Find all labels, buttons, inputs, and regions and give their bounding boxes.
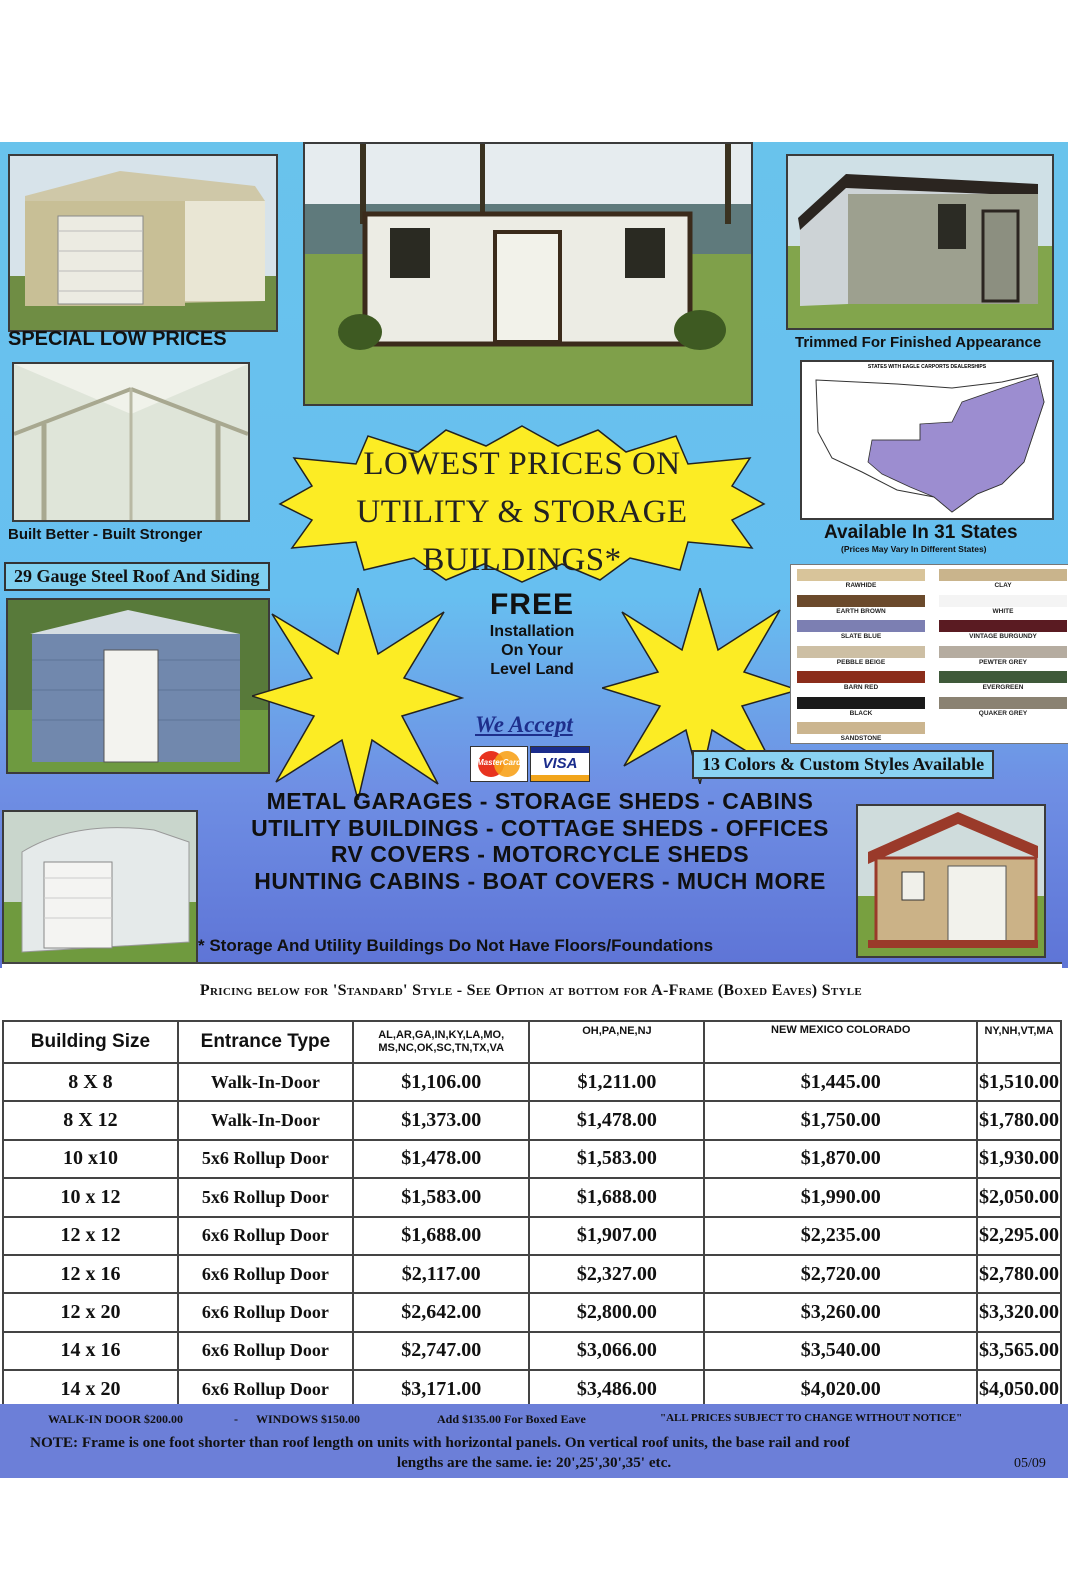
cell-price-oh: $1,907.00 <box>529 1217 704 1255</box>
cell-entrance: 6x6 Rollup Door <box>178 1217 353 1255</box>
cell-price-nm: $1,750.00 <box>704 1101 977 1139</box>
cell-price-ny: $1,510.00 <box>977 1063 1061 1101</box>
free-install <box>462 588 602 679</box>
cell-price-oh: $2,800.00 <box>529 1293 704 1331</box>
color-swatch-label: SLATE BLUE <box>840 633 882 640</box>
cell-price-nm: $1,990.00 <box>704 1178 977 1216</box>
photo-trimmed-shed <box>786 154 1054 330</box>
cell-price-oh: $2,327.00 <box>529 1255 704 1293</box>
cell-price-nm: $4,020.00 <box>704 1370 977 1408</box>
cell-entrance: 6x6 Rollup Door <box>178 1255 353 1293</box>
color-swatch-panel <box>790 564 1068 744</box>
cell-entrance: Walk-In-Door <box>178 1063 353 1101</box>
color-swatch-label: RAWHIDE <box>845 582 877 589</box>
cell-price-south: $1,688.00 <box>353 1217 529 1255</box>
color-swatch-chip <box>939 620 1067 632</box>
cell-price-nm: $2,235.00 <box>704 1217 977 1255</box>
color-swatch-label: WHITE <box>992 607 1014 615</box>
caption-prices-vary: (Prices May Vary In Different States) <box>841 544 987 554</box>
cell-entrance: 5x6 Rollup Door <box>178 1140 353 1178</box>
table-row <box>3 1063 1061 1101</box>
color-swatch-label: CLAY <box>994 582 1012 589</box>
color-swatch <box>939 569 1067 590</box>
color-swatch-chip <box>939 569 1067 581</box>
cell-entrance: 6x6 Rollup Door <box>178 1370 353 1408</box>
cell-price-ny: $1,780.00 <box>977 1101 1061 1139</box>
free-line-2: On Your <box>501 642 563 659</box>
color-swatch-chip <box>797 620 925 632</box>
trimmed-shed-illustration <box>788 156 1052 328</box>
color-swatch-label: EVERGREEN <box>982 684 1024 691</box>
cell-price-ny: $4,050.00 <box>977 1370 1061 1408</box>
header-region-south: AL,AR,GA,IN,KY,LA,MO, MS,NC,OK,SC,TN,TX,VA <box>353 1021 529 1063</box>
table-row <box>3 1217 1061 1255</box>
color-swatch-label: PEWTER GREY <box>978 658 1028 666</box>
footer-note-2: lengths are the same. ie: 20',25',30',35' etc. <box>396 1454 672 1471</box>
color-swatch <box>939 697 1067 718</box>
caption-colors-available: 13 Colors & Custom Styles Available <box>692 750 994 779</box>
categories-line-2: UTILITY BUILDINGS - COTTAGE SHEDS - OFFICES <box>251 814 829 841</box>
color-swatch <box>797 595 925 616</box>
photo-garage-rollup <box>8 154 278 332</box>
we-accept-label: We Accept <box>475 712 573 737</box>
price-table-body <box>3 1063 1061 1409</box>
color-swatch-label: SANDSTONE <box>840 735 882 742</box>
table-row <box>3 1255 1061 1293</box>
color-swatch <box>939 595 1067 616</box>
categories-list <box>160 788 920 894</box>
color-swatch-label: VINTAGE BURGUNDY <box>969 633 1037 640</box>
visa-logo <box>530 746 590 782</box>
table-header-row <box>3 1021 1061 1063</box>
cell-price-south: $2,747.00 <box>353 1332 529 1370</box>
headline-text <box>300 440 744 584</box>
color-swatch <box>797 722 925 743</box>
cell-price-south: $1,106.00 <box>353 1063 529 1101</box>
photo-us-map <box>800 360 1054 520</box>
cell-price-south: $3,171.00 <box>353 1370 529 1408</box>
header-entrance-type: Entrance Type <box>178 1021 353 1063</box>
free-label: FREE <box>489 588 574 621</box>
caption-floors: * Storage And Utility Buildings Do Not Have Floors/Foundations <box>198 936 714 955</box>
caption-gauge: 29 Gauge Steel Roof And Siding <box>4 562 270 591</box>
cell-entrance: 6x6 Rollup Door <box>178 1332 353 1370</box>
free-line-3: Level Land <box>490 661 574 678</box>
cell-price-oh: $1,688.00 <box>529 1178 704 1216</box>
table-row <box>3 1370 1061 1408</box>
cell-price-ny: $2,295.00 <box>977 1217 1061 1255</box>
footer-windows: WINDOWS $150.00 <box>256 1412 361 1426</box>
cabin-illustration <box>858 806 1044 956</box>
photo-interior-frame <box>12 362 250 522</box>
cell-size: 12 x 12 <box>3 1217 178 1255</box>
color-swatch-label: PEBBLE BEIGE <box>836 658 886 666</box>
color-swatch <box>797 646 925 667</box>
footer-subject: "ALL PRICES SUBJECT TO CHANGE WITHOUT NOTICE" <box>660 1412 963 1424</box>
color-swatch <box>797 671 925 692</box>
color-swatch <box>939 620 1067 641</box>
us-map-illustration <box>802 362 1052 518</box>
interior-frame-illustration <box>14 364 248 520</box>
cell-price-nm: $3,260.00 <box>704 1293 977 1331</box>
cell-price-nm: $1,445.00 <box>704 1063 977 1101</box>
color-swatch-chip <box>797 697 925 709</box>
headline-line-1: LOWEST PRICES ON <box>363 446 681 482</box>
cell-price-south: $1,478.00 <box>353 1140 529 1178</box>
cell-price-south: $2,117.00 <box>353 1255 529 1293</box>
cell-price-oh: $3,486.00 <box>529 1370 704 1408</box>
caption-trimmed: Trimmed For Finished Appearance <box>795 334 1042 351</box>
color-swatch-chip <box>939 697 1067 709</box>
cell-price-south: $1,373.00 <box>353 1101 529 1139</box>
color-swatch-label: BARN RED <box>843 684 879 691</box>
footer-notes <box>0 1404 1068 1478</box>
photo-cabin <box>856 804 1046 958</box>
color-swatch-label: EARTH BROWN <box>836 607 886 615</box>
headline-line-2: UTILITY & STORAGE <box>356 494 688 530</box>
blue-shed-illustration <box>8 600 268 772</box>
pricing-notice: Pricing below for 'Standard' Style - See Option at bottom for A-Frame (Boxed Eaves) Style <box>199 982 863 999</box>
color-swatch-chip <box>939 595 1067 607</box>
cell-price-oh: $3,066.00 <box>529 1332 704 1370</box>
color-swatch <box>939 671 1067 692</box>
cell-price-oh: $1,211.00 <box>529 1063 704 1101</box>
caption-special-low-prices: SPECIAL LOW PRICES <box>8 328 227 350</box>
white-garage-illustration <box>4 812 196 962</box>
cell-price-nm: $1,870.00 <box>704 1140 977 1178</box>
cell-size: 10 x10 <box>3 1140 178 1178</box>
mastercard-text: MasterCard <box>476 758 521 767</box>
cell-price-nm: $3,540.00 <box>704 1332 977 1370</box>
left-starburst <box>252 588 464 800</box>
table-row <box>3 1332 1061 1370</box>
categories-line-3: RV COVERS - MOTORCYCLE SHEDS <box>330 841 750 867</box>
color-swatch-chip <box>939 671 1067 683</box>
table-row <box>3 1101 1061 1139</box>
cell-size: 8 X 8 <box>3 1063 178 1101</box>
visa-band-top <box>531 747 589 753</box>
cell-price-south: $2,642.00 <box>353 1293 529 1331</box>
photo-white-garage <box>2 810 198 964</box>
color-swatch-label: BLACK <box>849 709 873 717</box>
caption-built-better: Built Better - Built Stronger <box>8 526 203 543</box>
color-swatch-chip <box>797 569 925 581</box>
cell-price-oh: $1,478.00 <box>529 1101 704 1139</box>
mastercard-logo <box>470 746 528 782</box>
cell-price-south: $1,583.00 <box>353 1178 529 1216</box>
cell-price-ny: $3,565.00 <box>977 1332 1061 1370</box>
cell-size: 12 x 16 <box>3 1255 178 1293</box>
footer-date: 05/09 <box>1014 1456 1046 1471</box>
header-region-oh: OH,PA,NE,NJ <box>529 1021 704 1063</box>
center-shed-illustration <box>305 144 751 404</box>
footer-dash: - <box>234 1412 238 1426</box>
header-region-nm: NEW MEXICO COLORADO <box>704 1021 977 1063</box>
visa-text: VISA <box>542 755 578 772</box>
flyer-panel <box>0 142 1068 968</box>
color-swatch-label: QUAKER GREY <box>978 709 1028 717</box>
footer-walkin: WALK-IN DOOR $200.00 <box>48 1412 184 1426</box>
price-table <box>2 1020 1062 1410</box>
color-swatch-chip <box>797 595 925 607</box>
garage-illustration <box>10 156 276 330</box>
cell-price-ny: $2,050.00 <box>977 1178 1061 1216</box>
cell-price-ny: $3,320.00 <box>977 1293 1061 1331</box>
cell-price-ny: $1,930.00 <box>977 1140 1061 1178</box>
header-building-size: Building Size <box>3 1021 178 1063</box>
color-swatch <box>939 646 1067 667</box>
cell-size: 12 x 20 <box>3 1293 178 1331</box>
footer-note-1: NOTE: Frame is one foot shorter than roof length on units with horizontal panels. On vertical roof units, the base rail and roof <box>30 1434 850 1451</box>
cell-price-nm: $2,720.00 <box>704 1255 977 1293</box>
footer-boxed-eave: Add $135.00 For Boxed Eave <box>437 1412 586 1426</box>
cell-entrance: Walk-In-Door <box>178 1101 353 1139</box>
color-swatch-chip <box>939 646 1067 658</box>
cell-entrance: 5x6 Rollup Door <box>178 1178 353 1216</box>
caption-available: Available In 31 States <box>824 522 1018 543</box>
color-swatch <box>797 569 925 590</box>
categories-line-4: HUNTING CABINS - BOAT COVERS - MUCH MORE <box>254 867 826 894</box>
visa-band-bottom <box>531 775 589 781</box>
color-swatch <box>797 697 925 718</box>
color-swatch-chip <box>797 646 925 658</box>
categories-line-1: METAL GARAGES - STORAGE SHEDS - CABINS <box>266 788 814 814</box>
cell-size: 14 x 20 <box>3 1370 178 1408</box>
table-row <box>3 1293 1061 1331</box>
cell-size: 14 x 16 <box>3 1332 178 1370</box>
map-title: STATES WITH EAGLE CARPORTS DEALERSHIPS <box>867 364 987 370</box>
cell-entrance: 6x6 Rollup Door <box>178 1293 353 1331</box>
cell-price-oh: $1,583.00 <box>529 1140 704 1178</box>
cell-size: 10 x 12 <box>3 1178 178 1216</box>
color-swatch <box>797 620 925 641</box>
table-row <box>3 1140 1061 1178</box>
table-top-strip <box>2 962 1062 968</box>
cell-price-ny: $2,780.00 <box>977 1255 1061 1293</box>
headline-line-3: BUILDINGS* <box>422 542 622 578</box>
header-region-ny: NY,NH,VT,MA <box>977 1021 1061 1063</box>
color-swatch-chip <box>797 671 925 683</box>
photo-center-shed <box>303 142 753 406</box>
free-line-1: Installation <box>489 623 575 640</box>
table-row <box>3 1178 1061 1216</box>
cell-size: 8 X 12 <box>3 1101 178 1139</box>
color-swatch-chip <box>797 722 925 734</box>
photo-blue-shed <box>6 598 270 774</box>
